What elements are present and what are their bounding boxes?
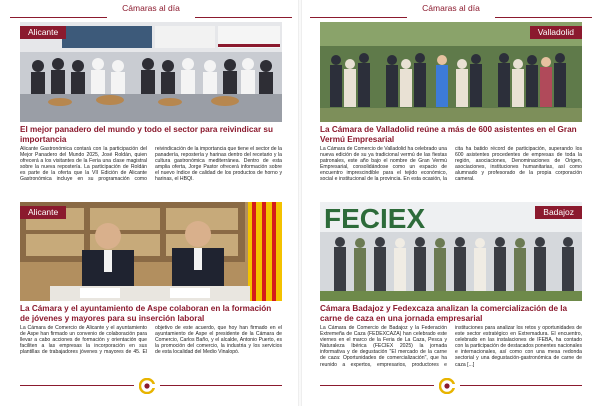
article-photo-vermu-group — [320, 22, 582, 122]
article-title: La Cámara de Valladolid reúne a más de 600 asistentes en el Gran Vermú Empresarial — [320, 125, 577, 144]
location-tag: Valladolid — [530, 26, 582, 39]
camara-logo-icon — [439, 378, 455, 394]
right-page — [310, 0, 592, 406]
camara-logo-icon — [139, 378, 155, 394]
article-title: El mejor panadero del mundo y todo el sector para reivindicar su importancia — [20, 125, 273, 144]
left-page — [10, 0, 292, 406]
header-rule-left — [10, 17, 107, 18]
article-title: Cámara Badajoz y Fedexcaza analizan la comercialización de la carne de caza en una jornada empresarial — [320, 304, 568, 323]
feciex-banner-text: FECIEX — [324, 203, 426, 234]
location-tag: Badajoz — [535, 206, 582, 219]
location-tag: Alicante — [20, 26, 66, 39]
article-body: Alicante Gastronómica contará con la participación del Mejor Panadero del Mundo 2025, José Roldán, quien ofrecerá a los visitantes de la Feria una clase magistral sobre la nueva repostería. La participación de Roldán es parte de la oferta que la VII Edición de Alicante Gastronómica incluye en su programación como reivindicación de la importancia que tiene el sector de la panadería, repostería y harinas dentro del recetario y la cultura gastronómica mediterránea. Dentro de esta amplia oferta, Jorge Pastor ofrecerá información sobre el nuevo índice de calidad de los productos de horno y harinas, el HBQI. — [20, 146, 282, 183]
page-header: Cámaras al día — [122, 3, 180, 13]
footer-rule-left — [320, 385, 434, 386]
article-photo-bakery-event — [20, 22, 282, 122]
header-rule-right — [195, 17, 292, 18]
footer-rule-left — [20, 385, 134, 386]
article-photo-feciex-group — [320, 202, 582, 301]
article-photo-signing — [20, 202, 282, 301]
article-title: La Cámara y el ayuntamiento de Aspe colaboran en la formación de jóvenes y mayores para su inserción laboral — [20, 304, 272, 323]
header-rule-left — [310, 17, 407, 18]
article-body: La Cámara de Comercio de Alicante y el ayuntamiento de Aspe han firmado un convenio de colaboración para llevar a cabo acciones de formación y orientación que faciliten a las empresas la incorporación en sus plantillas de trabajadores jóvenes y mayores de 45. El objetivo de este acuerdo, que hoy han firmado en el ayuntamiento de Aspe el presidente de la Cámara de Comercio, Carlos Baño, y el alcalde, Antonio Puerto, es la promoción del comercio, la industria y los servicios de esta localidad del Medio Vinalopó. — [20, 325, 282, 356]
footer-rule-right — [460, 385, 582, 386]
header-rule-right — [495, 17, 592, 18]
page-header: Cámaras al día — [422, 3, 480, 13]
article-body: La Cámara de Comercio de Valladolid ha celebrado una nueva edición de su ya tradicional vermú de las fiestas patronales, este año bajo el nombre de Gran Vermú Empresarial, consolidándose como un espacio de encuentro imprescindible para el tejido económico, social e institucional de la provincia. En esta ocasión, la cita ha batido récord de participación, superando los 600 asistentes procedentes de empresas de toda la región, asociaciones, Denominaciones de Origen, asociaciones, instituciones humanitarias, así como alumnado y profesorado de la propia corporación cameral. — [320, 146, 582, 183]
location-tag: Alicante — [20, 206, 66, 219]
page-gutter — [298, 0, 302, 406]
article-body: La Cámara de Comercio de Badajoz y la Federación Extremeña de Caza (FEDEXCAZA) han celebrado este viernes en el marco de la Feria de La Caza, Pesca y Naturaleza Ibérica (FECIEX 2025) la jornada informativa y de degustación "El mercado de la carne de caza: Oportunidades de comercialización", que ha reunido a expertos, empresarios, productores e instituciones para analizar los retos y oportunidades de este sector estratégico en Extremadura. El encuentro, celebrado en las instalaciones de IFEBA, ha contado con la participación de destacados ponentes nacionales e internacionales, así como con una mesa redonda sectorial y una degustación-gastronómica de carne de caza [...] — [320, 325, 582, 368]
footer-rule-right — [160, 385, 282, 386]
